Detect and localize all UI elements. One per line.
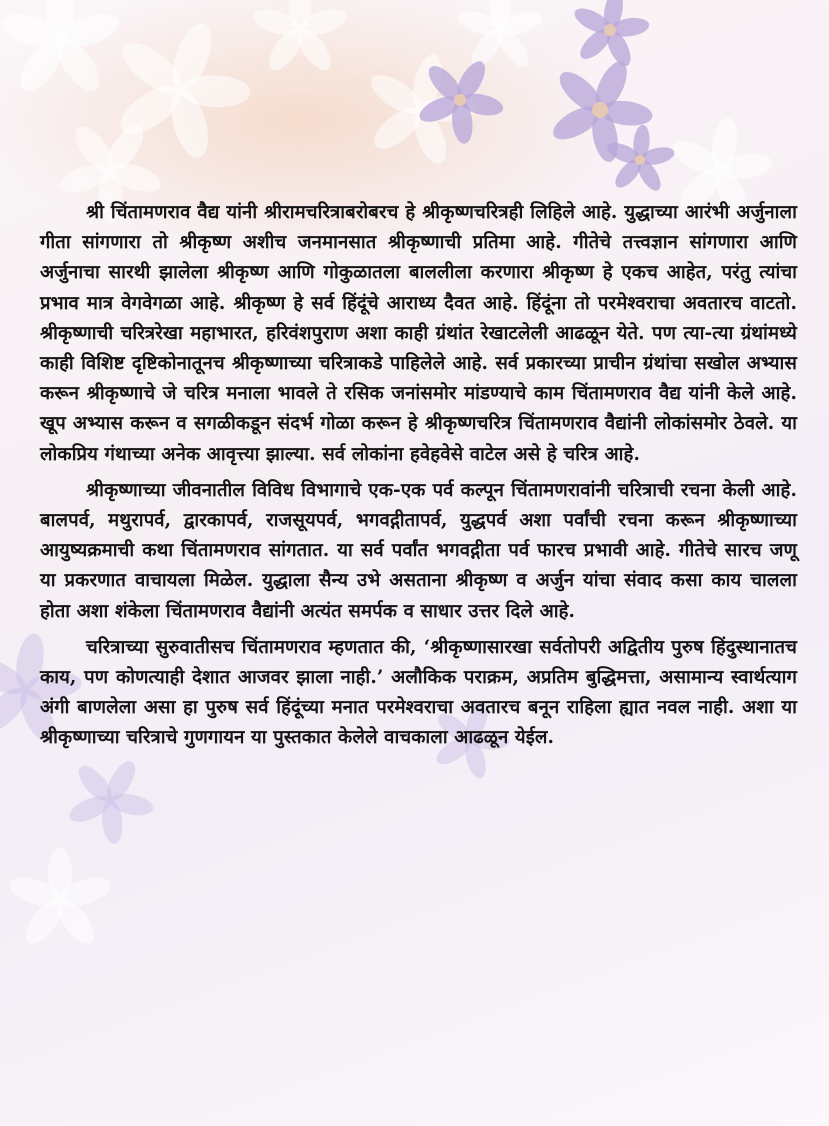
paragraph-3: चरित्राच्या सुरुवातीसच चिंतामणराव म्हणतात की, ‘श्रीकृष्णासारखा सर्वतोपरी अद्वितीय पुरुष हिंदुस्थानातच काय, पण कोणत्याही देशात आजवर झाला नाही.’ अलौकिक पराक्रम, अप्रतिम बुद्धिमत्ता, असामान्य स्वार्थत्याग अंगी बाणलेला असा हा पुरुष सर्व हिंदूंच्या मनात परमेश्वराचा अवतारच बनून राहिला ह्यात नवल नाही. अशा या श्रीकृष्णाच्या चरित्राचे गुणगायन या पुस्तकात केलेले वाचकाला आढळून येईल. — [40, 636, 797, 749]
paragraph-1: श्री चिंतामणराव वैद्य यांनी श्रीरामचरित्राबरोबरच हे श्रीकृष्णचरित्रही लिहिले आहे. युद्धाच्या आरंभी अर्जुनाला गीता सांगणारा तो श्रीकृष्ण अशीच जनमानसात श्रीकृष्णाची प्रतिमा आहे. गीतेचे तत्त्वज्ञान सांगणारा आणि अर्जुनाचा सारथी झालेला श्रीकृष्ण आणि गोकुळातला बाललीला करणारा श्रीकृष्ण हे एकच आहेत, परंतु त्यांचा प्रभाव मात्र वेगवेगळा आहे. श्रीकृष्ण हे सर्व हिंदूंचे आराध्य दैवत आहे. हिंदूंना तो परमेश्वराचा अवतारच वाटतो. श्रीकृष्णाची चरित्ररेखा महाभारत, हरिवंशपुराण अशा काही ग्रंथांत रेखाटलेली आढळून येते. पण त्या-त्या ग्रंथांमध्ये काही विशिष्ट दृष्टिकोनातूनच श्रीकृष्णाच्या चरित्राकडे पाहिलेले आहे. सर्व प्रकारच्या प्राचीन ग्रंथांचा सखोल अभ्यास करून श्रीकृष्णाचे जे चरित्र मनाला भावले ते रसिक जनांसमोर मांडण्याचे काम चिंतामणराव वैद्य यांनी केले आहे. खूप अभ्यास करून व सगळीकडून संदर्भ गोळा करून हे श्रीकृष्णचरित्र चिंतामणराव वैद्यांनी लोकांसमोर ठेवले. या लोकप्रिय गंथाच्या अनेक आवृत्त्या झाल्या. सर्व लोकांना हवेहवेसे वाटेल असे हे चरित्र आहे. — [40, 202, 797, 465]
paragraph-2: श्रीकृष्णाच्या जीवनातील विविध विभागाचे एक-एक पर्व कल्पून चिंतामणरावांनी चरित्राची रचना केली आहे. बालपर्व, मथुरापर्व, द्वारकापर्व, राजसूयपर्व, भगवद्गीतापर्व, युद्धपर्व अशा पर्वांची रचना करून श्रीकृष्णाच्या आयुष्यक्रमाची कथा चिंतामणराव सांगतात. या सर्व पर्वांत भगवद्गीता पर्व फारच प्रभावी आहे. गीतेचे सारच जणू या प्रकरणात वाचायला मिळेल. युद्धाला सैन्य उभे असताना श्रीकृष्ण व अर्जुन यांचा संवाद कसा काय चालला होता अशा शंकेला चिंतामणराव वैद्यांनी अत्यंत समर्पक व साधार उत्तर दिले आहे. — [40, 479, 797, 622]
document-body — [40, 198, 797, 760]
